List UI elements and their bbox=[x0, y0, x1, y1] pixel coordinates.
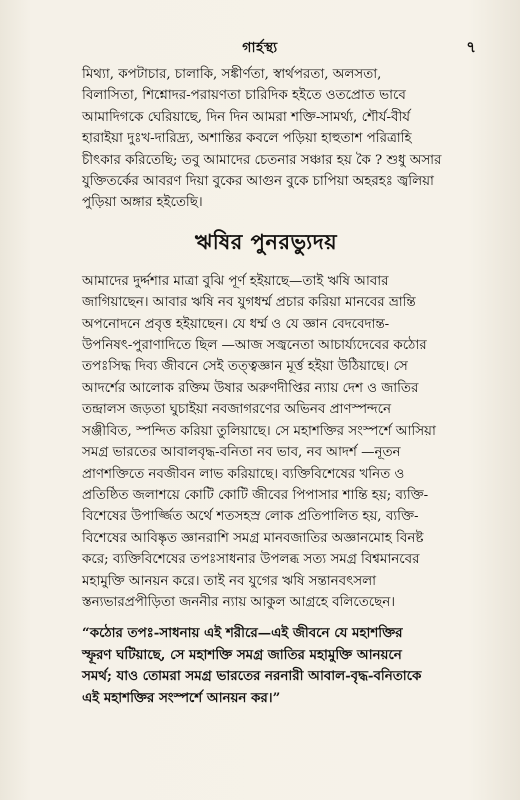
text-line: চীৎকার করিতেছি; তবু আমাদের চেতনার সঞ্চার হয় কৈ ? শুধু অসার bbox=[82, 152, 442, 168]
text-line: উপনিষৎ-পুরাণাদিতে ছিল —আজ সজ্বনেতা আচার্য্যদেবের কঠোর bbox=[82, 338, 427, 354]
text-line: অপনোদনে প্রবৃত্ত হইয়াছেন। যে ধর্ম্ম ও যে জ্ঞান বেদবেদান্ত- bbox=[82, 316, 390, 332]
quote-line: সমর্থ; যাও তোমরা সমগ্র ভারতের নরনারী আবাল-বৃদ্ধ-বনিতাকে bbox=[82, 668, 422, 685]
block-quote bbox=[56, 623, 476, 709]
text-line: জাগিয়াছেন। আবার ঋষি নব যুগধর্ম্ম প্রচার করিয়া মানবের ভ্রান্তি bbox=[82, 295, 416, 311]
text-line: আমাদের দুর্দ্দশার মাত্রা বুঝি পূর্ণ হইয়াছে—তাই ঋষি আবার bbox=[82, 273, 389, 289]
text-line: হারাইয়া দুঃখ-দারিদ্র্য, অশান্তির কবলে পড়িয়া হাহুতাশ পরিত্রাহি bbox=[82, 131, 412, 147]
section-heading: ঋষির পুনরভ্যুদয় bbox=[194, 228, 338, 254]
text-line: যুক্তিতর্কের আবরণ দিয়া বুকের আগুন বুকে চাপিয়া অহরহঃ জ্বলিয়া bbox=[82, 174, 434, 190]
text-line: মহামুক্তি আনয়ন করে। তাই নব যুগের ঋষি সন্তানবৎসলা bbox=[82, 573, 376, 589]
running-title: গার্হস্থ্য bbox=[242, 40, 278, 56]
text-line: মিথ্যা, কপটাচার, চালাকি, সঙ্কীর্ণতা, স্বার্থপরতা, অলসতা, bbox=[82, 67, 382, 82]
page-number: ৭ bbox=[466, 38, 476, 56]
paragraph-2 bbox=[56, 271, 476, 614]
text-line: প্রতিষ্ঠিত জলাশয়ে কোটি কোটি জীবের পিপাসার শান্তি হয়; ব্যক্তি- bbox=[82, 487, 429, 503]
quote-line: স্ফূরণ ঘটিয়াছে, সে মহাশক্তি সমগ্র জাতির মহামুক্তি আনয়নে bbox=[82, 646, 402, 663]
text-line: করে; ব্যক্তিবিশেষের তপঃসাধনার উপলব্ধ সত্য সমগ্র বিশ্বমানবের bbox=[82, 552, 420, 568]
page-content bbox=[56, 64, 476, 709]
text-line: পুড়িয়া অঙ্গার হইতেছি। bbox=[82, 195, 203, 211]
text-line: বিশেষের আবিষ্কৃত জ্ঞানরাশি সমগ্র মানবজাতির অজ্ঞানমোহ বিনষ্ট bbox=[82, 530, 424, 546]
text-line: বিলাসিতা, শিশ্নোদর-পরায়ণতা চারিদিক হইতে ওতপ্রোত ভাবে bbox=[82, 88, 406, 104]
text-line: সঞ্জীবিত, স্পন্দিত করিয়া তুলিয়াছে। সে মহাশক্তির সংস্পর্শে আসিয়া bbox=[82, 423, 436, 439]
text-line: আদর্শের আলোক রক্তিম উষার অরুণদীপ্তির ন্যায় দেশ ও জাতির bbox=[82, 380, 419, 396]
paragraph-1 bbox=[56, 64, 476, 214]
text-line: তন্দ্রালস জড়তা ঘুচাইয়া নবজাগরণের অভিনব প্রাণস্পন্দনে bbox=[82, 402, 392, 418]
text-line: প্রাণশক্তিতে নবজীবন লাভ করিয়াছে। ব্যক্তিবিশেষের খনিত ও bbox=[82, 466, 405, 482]
text-line: সমগ্র ভারতের আবালবৃদ্ধ-বনিতা নব ভাব, নব আদর্শ —নূতন bbox=[82, 445, 401, 461]
text-line: স্তন্যভারপ্রপীড়িতা জননীর ন্যায় আকুল আগ্রহে বলিতেছেন। bbox=[82, 594, 396, 610]
text-line: আমাদিগকে ঘেরিয়াছে, দিন দিন আমরা শক্তি-সামর্থ্য, শৌর্য-বীর্য bbox=[82, 109, 410, 125]
text-line: তপঃসিদ্ধ দিব্য জীবনে সেই তত্ত্বজ্ঞান মূর্ত্ত হইয়া উঠিয়াছে। সে bbox=[82, 359, 408, 375]
quote-line: “কঠোর তপঃ-সাধনায় এই শরীরে—এই জীবনে যে মহাশক্তির bbox=[82, 625, 403, 642]
quote-line: এই মহাশক্তির সংস্পর্শে আনয়ন কর।” bbox=[82, 689, 281, 706]
running-header bbox=[0, 36, 520, 56]
text-line: বিশেষের উপার্জ্জিত অর্থে শতসহস্র লোক প্রতিপালিত হয়, ব্যক্তি- bbox=[82, 509, 419, 525]
